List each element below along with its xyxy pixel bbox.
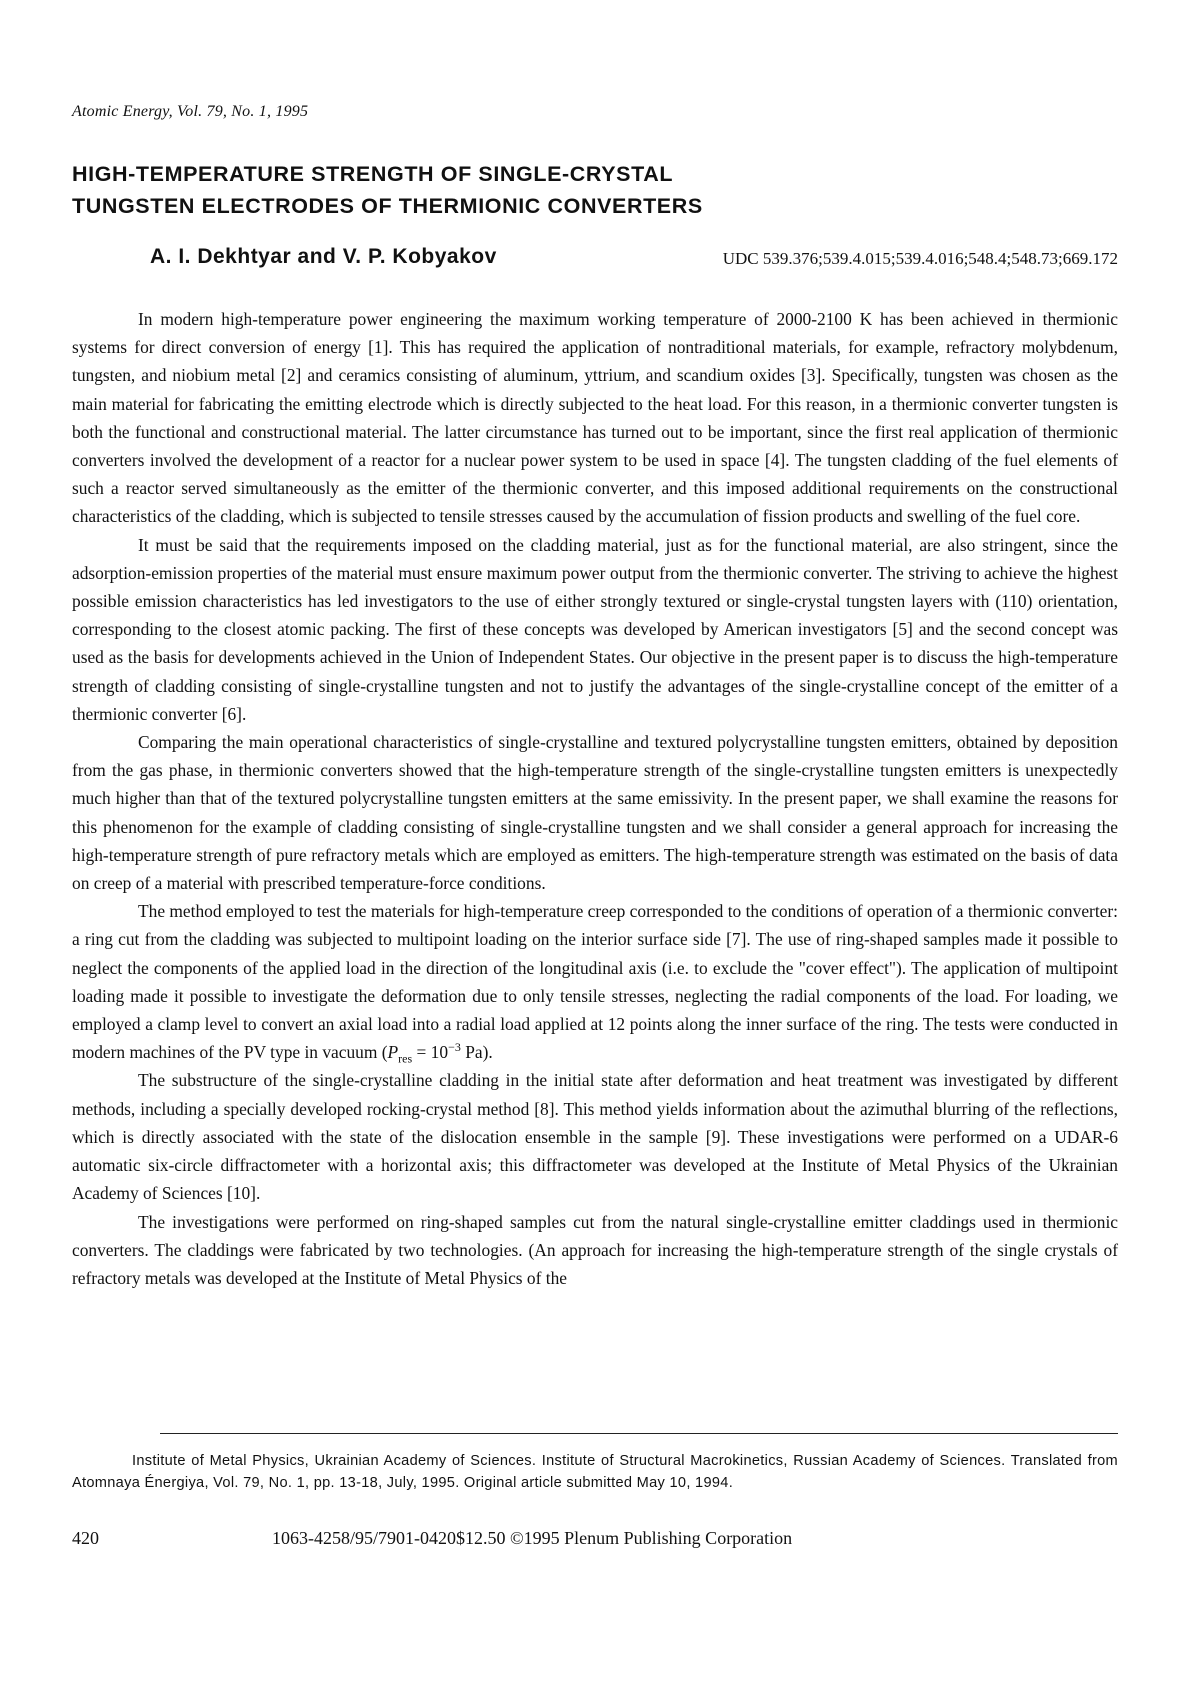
footnote-divider	[160, 1433, 1118, 1434]
title-line-2: TUNGSTEN ELECTRODES OF THERMIONIC CONVERTERS	[72, 194, 703, 218]
paragraph-4	[72, 897, 1118, 1066]
title-line-1: HIGH-TEMPERATURE STRENGTH OF SINGLE-CRYSTAL	[72, 162, 674, 186]
article-title	[72, 158, 703, 222]
article-body	[72, 305, 1118, 1292]
authors: A. I. Dekhtyar and V. P. Kobyakov	[150, 245, 497, 268]
pressure-subscript: res	[398, 1051, 413, 1066]
copyright-line: 1063-4258/95/7901-0420$12.50 ©1995 Plenum Publishing Corporation	[272, 1528, 793, 1548]
pressure-unit: Pa).	[460, 1042, 493, 1063]
footnote-text: Institute of Metal Physics, Ukrainian Academy of Sciences. Institute of Structural Macrokinetics, Russian Academy of Sciences. Translated from Atomnaya Énergiya, Vol. 79, No. 1, pp. 13-18, July, 1995. Original article submitted May 10, 1994.	[72, 1453, 1118, 1491]
paragraph-5: The substructure of the single-crystalline cladding in the initial state after deformation and heat treatment was investigated by different methods, including a specially developed rocking-crystal method [8]. This method yields information about the azimuthal blurring of the reflections, which is directly associated with the state of the dislocation ensemble in the sample [9]. These investigations were performed on a UDAR-6 automatic six-circle diffractometer with a horizontal axis; this diffractometer was developed at the Institute of Metal Physics of the Ukrainian Academy of Sciences [10].	[72, 1070, 1118, 1204]
paragraph-3: Comparing the main operational characteristics of single-crystalline and textured polycrystalline tungsten emitters, obtained by deposition from the gas phase, in thermionic converters showed that the high-temperature strength of the single-crystalline tungsten emitters is unexpectedly much higher than that of the textured polycrystalline tungsten emitters at the same emissivity. In the present paper, we shall examine the reasons for this phenomenon for the example of cladding consisting of single-crystalline tungsten and we shall consider a general approach for increasing the high-temperature strength of pure refractory metals which are employed as emitters. The high-temperature strength was estimated on the basis of data on creep of a material with prescribed temperature-force conditions.	[72, 732, 1118, 894]
page-number: 420	[72, 1528, 99, 1548]
pressure-equals: = 10	[412, 1042, 449, 1063]
journal-citation: Atomic Energy, Vol. 79, No. 1, 1995	[72, 103, 309, 120]
pressure-symbol: P	[387, 1042, 399, 1063]
paragraph-6: The investigations were performed on ring-shaped samples cut from the natural single-crystalline emitter claddings used in thermionic converters. The claddings were fabricated by two technologies. (An approach for increasing the high-temperature strength of the single crystals of refractory metals was developed at the Institute of Metal Physics of the	[72, 1211, 1118, 1288]
paragraph-4-text: The method employed to test the materials for high-temperature creep corresponded to the conditions of operation of a thermionic converter: a ring cut from the cladding was subjected to multipoint loading on the interior surface side [7]. The use of ring-shaped samples made it possible to neglect the components of the applied load in the direction of the longitudinal axis (i.e. to exclude the "cover effect"). The application of multipoint loading made it possible to investigate the deformation due to only tensile stresses, neglecting the radial components of the load. For loading, we employed a clamp level to convert an axial load into a radial load applied at 12 points along the inner surface of the ring. The tests were conducted in modern machines of the PV type in vacuum (	[72, 901, 1118, 1063]
pressure-exponent: −3	[448, 1040, 461, 1055]
footnote	[72, 1450, 1118, 1494]
paragraph-1: In modern high-temperature power engineering the maximum working temperature of 2000-2100 K has been achieved in thermionic systems for direct conversion of energy [1]. This has required the application of nontraditional materials, for example, refractory molybdenum, tungsten, and niobium metal [2] and ceramics consisting of aluminum, yttrium, and scandium oxides [3]. Specifically, tungsten was chosen as the main material for fabricating the emitting electrode which is directly subjected to the heat load. For this reason, in a thermionic converter tungsten is both the functional and constructional material. The latter circumstance has turned out to be important, since the first real application of thermionic converters involved the development of a reactor for a nuclear power system to be used in space [4]. The tungsten cladding of the fuel elements of such a reactor served simultaneously as the emitter of the thermionic converter, and this imposed additional requirements on the constructional characteristics of the cladding, which is subjected to tensile stresses caused by the accumulation of fission products and swelling of the fuel core.	[72, 309, 1118, 527]
paragraph-2: It must be said that the requirements imposed on the cladding material, just as for the functional material, are also stringent, since the adsorption-emission properties of the material must ensure maximum power output from the thermionic converter. The striving to achieve the highest possible emission characteristics has led investigators to the use of either strongly textured or single-crystal tungsten layers with (110) orientation, corresponding to the closest atomic packing. The first of these concepts was developed by American investigators [5] and the second concept was used as the basis for developments achieved in the Union of Independent States. Our objective in the present paper is to discuss the high-temperature strength of cladding consisting of single-crystalline tungsten and not to justify the advantages of the single-crystalline concept of the emitter of a thermionic converter [6].	[72, 534, 1118, 724]
udc-code: UDC 539.376;539.4.015;539.4.016;548.4;548.73;669.172	[722, 249, 1118, 268]
